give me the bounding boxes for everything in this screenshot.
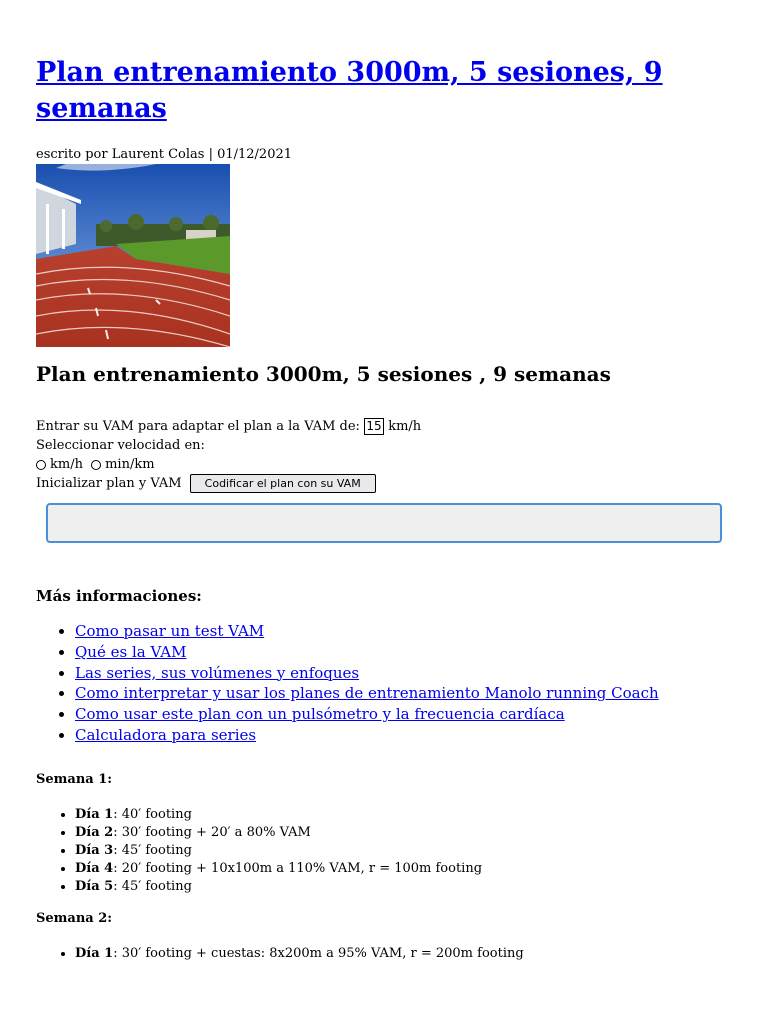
day-label: Día 3 bbox=[75, 842, 114, 858]
info-links bbox=[36, 621, 732, 746]
link-que-es-vam[interactable]: Qué es la VAM bbox=[75, 642, 187, 661]
day-label: Día 2 bbox=[75, 824, 114, 840]
list-item bbox=[75, 878, 732, 896]
week-2-heading: Semana 2: bbox=[36, 910, 113, 926]
link-interpretar-planes[interactable]: Como interpretar y usar los planes de entrenamiento Manolo running Coach bbox=[75, 684, 659, 703]
vam-unit: km/h bbox=[388, 419, 422, 434]
radio-kmh-label: km/h bbox=[50, 457, 83, 472]
list-item bbox=[75, 824, 732, 842]
day-text: : 45′ footing bbox=[113, 842, 192, 858]
day-text: : 40′ footing bbox=[113, 806, 192, 822]
list-item bbox=[75, 683, 732, 704]
init-row bbox=[36, 474, 732, 493]
list-item bbox=[75, 842, 732, 860]
week-1-heading: Semana 1: bbox=[36, 771, 113, 787]
day-text: : 20′ footing + 10x100m a 110% VAM, r = 100m footing bbox=[113, 860, 483, 876]
init-label: Inicializar plan y VAM bbox=[36, 476, 182, 491]
vam-form bbox=[36, 417, 732, 493]
day-text: : 45′ footing bbox=[113, 878, 192, 894]
vam-label: Entrar su VAM para adaptar el plan a la VAM de: bbox=[36, 419, 360, 434]
radio-kmh[interactable] bbox=[36, 460, 46, 470]
day-label: Día 1 bbox=[75, 945, 114, 961]
list-item bbox=[75, 704, 732, 725]
radio-minkm[interactable] bbox=[91, 460, 101, 470]
week-1-days bbox=[36, 806, 732, 896]
section-title: Plan entrenamiento 3000m, 5 sesiones , 9 semanas bbox=[36, 362, 611, 386]
week-2-days bbox=[36, 945, 732, 963]
vam-input[interactable]: 15 bbox=[364, 418, 384, 435]
day-text: : 30′ footing + 20′ a 80% VAM bbox=[113, 824, 311, 840]
day-text: : 30′ footing + cuestas: 8x200m a 95% VAM, r = 200m footing bbox=[113, 945, 524, 961]
list-item bbox=[75, 621, 732, 642]
list-item bbox=[75, 945, 732, 963]
list-item bbox=[75, 725, 732, 746]
speed-label: Seleccionar velocidad en: bbox=[36, 438, 205, 453]
link-calculadora[interactable]: Calculadora para series bbox=[75, 725, 257, 744]
day-label: Día 5 bbox=[75, 878, 114, 894]
day-label: Día 4 bbox=[75, 860, 114, 876]
link-pulsometro[interactable]: Como usar este plan con un pulsómetro y la frecuencia cardíaca bbox=[75, 705, 565, 724]
list-item bbox=[75, 806, 732, 824]
title-link[interactable]: Plan entrenamiento 3000m, 5 sesiones, 9 semanas bbox=[36, 57, 663, 124]
byline: escrito por Laurent Colas | 01/12/2021 bbox=[36, 147, 293, 162]
speed-options bbox=[36, 455, 732, 474]
day-label: Día 1 bbox=[75, 806, 114, 822]
more-info-heading: Más informaciones: bbox=[36, 587, 202, 605]
page-title bbox=[36, 0, 732, 127]
list-item bbox=[75, 663, 732, 684]
radio-minkm-label: min/km bbox=[105, 457, 155, 472]
link-series[interactable]: Las series, sus volúmenes y enfoques bbox=[75, 663, 360, 682]
encode-plan-button[interactable]: Codificar el plan con su VAM bbox=[190, 474, 376, 493]
running-track-image bbox=[36, 164, 230, 347]
link-test-vam[interactable]: Como pasar un test VAM bbox=[75, 622, 265, 640]
list-item bbox=[75, 642, 732, 663]
result-box bbox=[46, 503, 722, 543]
list-item bbox=[75, 860, 732, 878]
vam-row bbox=[36, 417, 732, 436]
